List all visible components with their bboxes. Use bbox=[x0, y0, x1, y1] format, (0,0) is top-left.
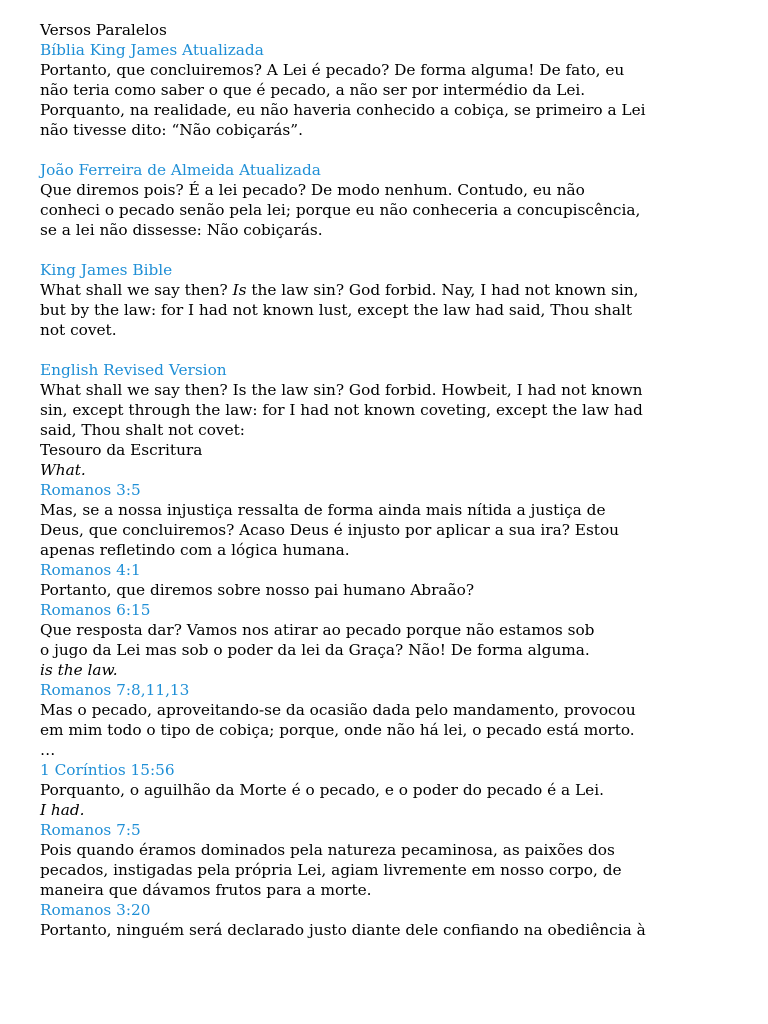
section-gap bbox=[40, 340, 740, 360]
version-heading[interactable]: King James Bible bbox=[40, 261, 173, 279]
version-text-line: sin, except through the law: for I had not known coveting, except the law had bbox=[40, 401, 643, 419]
cross-reference-link[interactable]: Romanos 6:15 bbox=[40, 601, 151, 619]
reference-text-line: Mas, se a nossa injustiça ressalta de forma ainda mais nítida a justiça de bbox=[40, 501, 606, 519]
version-text-line: not covet. bbox=[40, 321, 117, 339]
reference-text-line: Mas o pecado, aproveitando-se da ocasião dada pelo mandamento, provocou bbox=[40, 701, 636, 719]
cross-reference-link[interactable]: Romanos 7:8,11,13 bbox=[40, 681, 190, 699]
reference-text-line: apenas refletindo com a lógica humana. bbox=[40, 541, 350, 559]
reference-text-line: maneira que dávamos frutos para a morte. bbox=[40, 881, 372, 899]
reference-text-line: Porquanto, o aguilhão da Morte é o pecado, e o poder do pecado é a Lei. bbox=[40, 781, 604, 799]
reference-text-line: em mim todo o tipo de cobiça; porque, onde não há lei, o pecado está morto. bbox=[40, 721, 635, 739]
version-text-line: Que diremos pois? É a lei pecado? De modo nenhum. Contudo, eu não bbox=[40, 181, 585, 199]
treasury-keyword: What. bbox=[40, 461, 86, 479]
version-text-line: Porquanto, na realidade, eu não haveria conhecido a cobiça, se primeiro a Lei bbox=[40, 101, 646, 119]
italic-word: Is bbox=[232, 281, 247, 299]
treasury-title: Tesouro da Escritura bbox=[40, 441, 203, 459]
version-text-line: não teria como saber o que é pecado, a não ser por intermédio da Lei. bbox=[40, 81, 586, 99]
version-text-line: se a lei não dissesse: Não cobiçarás. bbox=[40, 221, 323, 239]
reference-text-line: o jugo da Lei mas sob o poder da lei da Graça? Não! De forma alguma. bbox=[40, 641, 590, 659]
version-section bbox=[40, 160, 740, 240]
version-section bbox=[40, 260, 740, 340]
reference-text-line: Portanto, que diremos sobre nosso pai humano Abraão? bbox=[40, 581, 475, 599]
reference-text-line: Pois quando éramos dominados pela natureza pecaminosa, as paixões dos bbox=[40, 841, 615, 859]
version-section bbox=[40, 40, 740, 140]
version-heading[interactable]: English Revised Version bbox=[40, 361, 227, 379]
version-text-line: What shall we say then? Is the law sin? God forbid. Howbeit, I had not known bbox=[40, 381, 643, 399]
version-text-line: but by the law: for I had not known lust, except the law had said, Thou shalt bbox=[40, 301, 633, 319]
reference-text-line: Deus, que concluiremos? Acaso Deus é injusto por aplicar a sua ira? Estou bbox=[40, 521, 620, 539]
text-segment: the law sin? God forbid. Nay, I had not known sin, bbox=[246, 281, 639, 299]
cross-reference-link[interactable]: Romanos 3:20 bbox=[40, 901, 151, 919]
page-title: Versos Paralelos bbox=[40, 21, 167, 39]
cross-reference-link[interactable]: 1 Coríntios 15:56 bbox=[40, 761, 175, 779]
cross-reference-link[interactable]: Romanos 7:5 bbox=[40, 821, 141, 839]
cross-reference-link[interactable]: Romanos 3:5 bbox=[40, 481, 141, 499]
document-page bbox=[40, 20, 740, 940]
version-text-line: Portanto, que concluiremos? A Lei é pecado? De forma alguma! De fato, eu bbox=[40, 61, 625, 79]
reference-text-line: Portanto, ninguém será declarado justo diante dele confiando na obediência à bbox=[40, 921, 646, 939]
cross-reference-link[interactable]: Romanos 4:1 bbox=[40, 561, 141, 579]
reference-text-line: pecados, instigadas pela própria Lei, agiam livremente em nosso corpo, de bbox=[40, 861, 622, 879]
version-text-line bbox=[40, 280, 740, 300]
reference-text-line: Que resposta dar? Vamos nos atirar ao pecado porque não estamos sob bbox=[40, 621, 595, 639]
reference-ellipsis: … bbox=[40, 741, 56, 759]
section-gap bbox=[40, 240, 740, 260]
version-section bbox=[40, 360, 740, 440]
version-text-line: não tivesse dito: “Não cobiçarás”. bbox=[40, 121, 303, 139]
version-text-line: said, Thou shalt not covet: bbox=[40, 421, 245, 439]
treasury-keyword: is the law. bbox=[40, 661, 118, 679]
treasury-keyword: I had. bbox=[40, 801, 85, 819]
text-segment: What shall we say then? bbox=[40, 281, 233, 299]
version-text-line: conheci o pecado senão pela lei; porque eu não conheceria a concupiscência, bbox=[40, 201, 641, 219]
version-heading[interactable]: Bíblia King James Atualizada bbox=[40, 41, 264, 59]
treasury-section bbox=[40, 440, 740, 940]
version-heading[interactable]: João Ferreira de Almeida Atualizada bbox=[40, 161, 321, 179]
section-gap bbox=[40, 140, 740, 160]
